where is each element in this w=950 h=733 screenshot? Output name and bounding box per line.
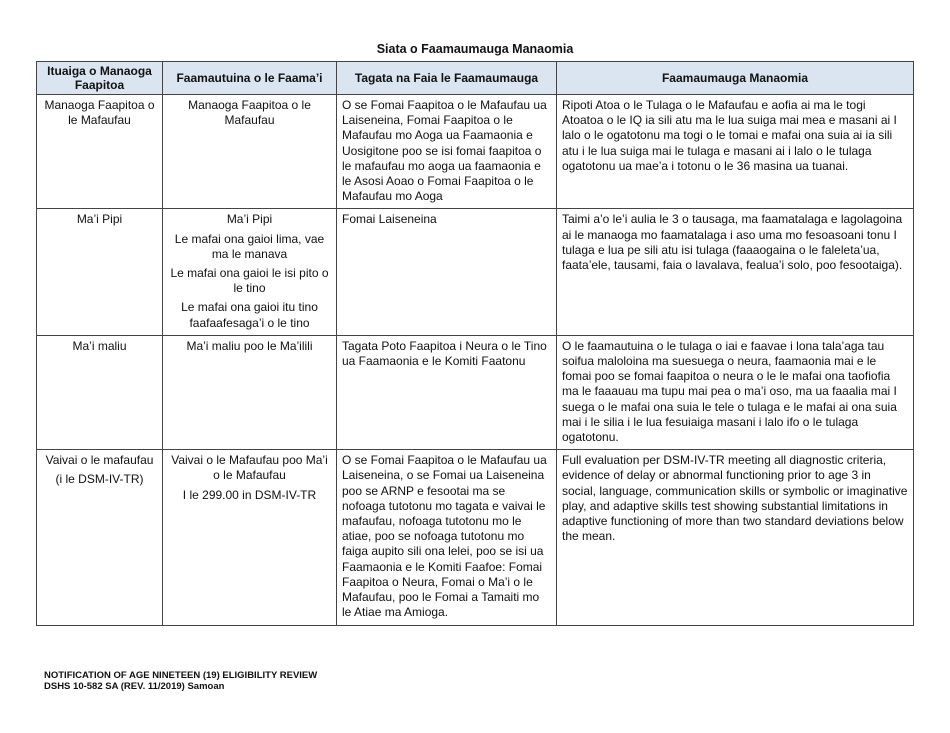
cell-line: Ma’i maliu poo le Ma’ilili: [186, 338, 313, 353]
cell-line: Vaivai o le mafaufau: [45, 453, 154, 468]
cell-confirmation: [163, 95, 337, 209]
cell-provider: O se Fomai Faapitoa o le Mafaufau ua Laiseneina, o se Fomai ua Laiseneina poo se ARNP e fesootai ma se nofoaga tutotonu mo tagata e vaivai le mafaufau, nofoaga tutotonu mo le atiae, poo se nofoaga tutotonu mo faiga aupito sili ona lelei, poo se isi ua Faamaonia e le Komiti Faafoe: Fomai Faapitoa o Neura, Fomai o Ma’i o le Mafaufau, poo le Fomai a Tamaiti mo le Atiae ma Amioga.: [337, 450, 557, 625]
cell-provider: Tagata Poto Faapitoa i Neura o le Tino ua Faamaonia e le Komiti Faatonu: [337, 335, 557, 449]
table-row: [37, 450, 914, 625]
cell-line: Ma’i Pipi: [226, 212, 273, 227]
cell-line: Ma’i maliu: [72, 338, 127, 353]
table-row: [37, 335, 914, 449]
footer-form-title: NOTIFICATION OF AGE NINETEEN (19) ELIGIBILITY REVIEW: [44, 670, 318, 681]
form-footer: [44, 670, 317, 692]
header-required-documentation: Faamaumauga Manaomia: [557, 62, 914, 95]
cell-confirmation: [163, 335, 337, 449]
cell-type: [37, 95, 163, 209]
table-header-row: [37, 62, 914, 95]
cell-documentation: Ripoti Atoa o le Tulaga o le Mafaufau e aofia ai ma le togi Atoatoa o le IQ ia sili atu ma le lua suiga mai mea e masani ai I lalo o le ogatotonu ma togi o le tomai e mafai ona suia ai ia sili atu i le lua suiga mai le tulaga e masani ai i lalo o le tulaga ogatotonu ua mae’a i totonu o le 36 masina ua tuanai.: [557, 95, 914, 209]
header-condition-confirmation: Faamautuina o le Faama’i: [163, 62, 337, 95]
cell-documentation: Taimi a’o le’i aulia le 3 o tausaga, ma faamatalaga e lagolagoina ai le manaoga mo faamatalaga i aso uma mo fesoasoani tonu I tulaga e lua pe sili atu isi tulaga (faaaogaina o le faleleta’ua, faata’ele, tausami, faia o lavalava, fealua’i solo, poo fesootaiga).: [557, 209, 914, 335]
table-row: [37, 209, 914, 335]
header-documentation-provider: Tagata na Faia le Faamaumauga: [337, 62, 557, 95]
cell-line: Le mafai ona gaioi itu tino faafaafesaga’i o le tino: [181, 300, 318, 330]
cell-line: Manaoga Faapitoa o le Mafaufau: [44, 98, 155, 128]
cell-type: [37, 450, 163, 625]
cell-confirmation: [163, 209, 337, 335]
cell-documentation: O le faamautuina o le tulaga o iai e faavae i lona tala’aga tau soifua maloloina ma suesuega o neura, faamaonia mai e le fomai poo se fomai faapitoa o neura o le le mafai ona taofiofia ma le faaauau ma tupu mai pea o ma’i oso, ma ua faaalia mai I suega o le mafai ona suia le tele o tulaga e le mafai ai ona suia mai i le silia i le lua fesuiaiga masani i lalo ifo o le tulaga ogatotonu.: [557, 335, 914, 449]
cell-line: (i le DSM-IV-TR): [55, 472, 144, 487]
cell-line: Vaivai o le Mafaufau poo Ma’i o le Mafaufau: [171, 453, 328, 483]
header-special-need-type: Ituaiga o Manaoga Faapitoa: [37, 62, 163, 95]
document-title: Siata o Faamaumauga Manaomia: [376, 42, 574, 56]
cell-line: Le mafai ona gaioi le isi pito o le tino: [170, 266, 329, 296]
cell-documentation: Full evaluation per DSM-IV-TR meeting all diagnostic criteria, evidence of delay or abnormal functioning prior to age 3 in social, language, communication skills or symbolic or imaginative play, and adaptive skills test showing substantial limitations in adaptive functioning of more than two standard deviations below the mean.: [557, 450, 914, 625]
cell-line: Manaoga Faapitoa o le Mafaufau: [188, 98, 311, 128]
footer-form-number: DSHS 10-582 SA (REV. 11/2019) Samoan: [44, 681, 225, 692]
cell-line: I le 299.00 in DSM-IV-TR: [182, 487, 317, 502]
cell-provider: Fomai Laiseneina: [337, 209, 557, 335]
table-row: [37, 95, 914, 209]
documentation-table: [36, 61, 914, 626]
cell-line: Le mafai ona gaioi lima, vae ma le manava: [174, 231, 325, 261]
cell-confirmation: [163, 450, 337, 625]
cell-type: [37, 335, 163, 449]
cell-provider: O se Fomai Faapitoa o le Mafaufau ua Laiseneina, Fomai Faapitoa o le Mafaufau mo Aoga ua Faamaonia e Uosigitone poo se isi fomai faapitoa o le mafaufau mo aoga ua faamaonia e le Asosi Aoao o Fomai Faapitoa o le Mafaufau mo Aoga: [337, 95, 557, 209]
cell-type: [37, 209, 163, 335]
cell-line: Ma’i Pipi: [76, 212, 123, 227]
